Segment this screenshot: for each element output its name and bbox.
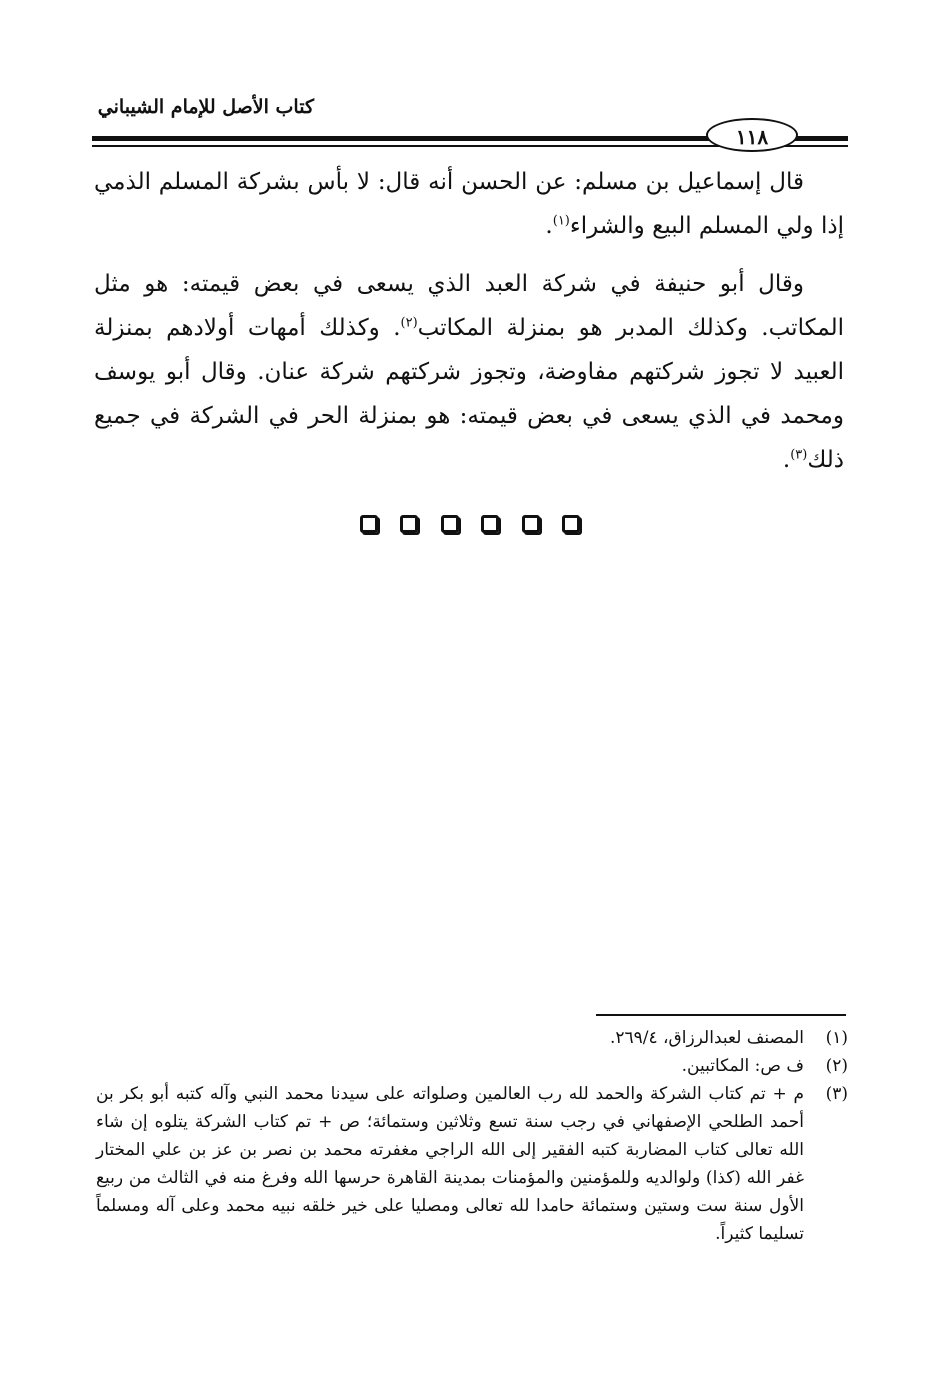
footnote-ref: (١) (552, 213, 570, 229)
separator-square (360, 515, 378, 533)
separator-square (522, 515, 540, 533)
paragraph-end: . (782, 447, 791, 473)
footnote-text: ف ص: المكاتبين. (681, 1056, 804, 1076)
separator-square (441, 515, 459, 533)
running-header-title: كتاب الأصل للإمام الشيباني (97, 96, 314, 118)
paragraph-end: . (545, 213, 553, 239)
paragraph-text: قال إسماعيل بن مسلم: عن الحسن أنه قال: لا بأس بشركة المسلم الذمي إذا ولي المسلم البيع والشراء (94, 169, 844, 239)
footnote (96, 1052, 848, 1080)
footnote-text: م + تم كتاب الشركة والحمد لله رب العالمين وصلواته على سيدنا محمد النبي وآله كتبه أبو بكر بن أحمد الطلحي الإصفهاني في رجب سنة تسع وثلاثين وستمائة؛ ص + تم كتاب الشركة يتلوه إن شاء الله تعالى كتاب المضاربة كتبه الفقير إلى الله الراجي مغفرته محمد بن نصر بن عز بن علي المختار غفر الله (كذا) ولوالديه وللمؤمنين والمؤمنات بمدينة القاهرة حرسها الله وفرغ منه في الثالث من ربيع الأول سنة ست وستين وستمائة حامدا لله تعالى ومصليا على خير خلقه نبيه محمد وعلى آله ومسلماً تسليما كثيراً. (96, 1084, 804, 1244)
footnote-text: المصنف لعبدالرزاق، ٢٦٩/٤. (609, 1028, 804, 1048)
footnote-ref: (٣) (790, 447, 808, 463)
footnote-number: (١) (825, 1028, 848, 1048)
paragraph-text: وقال أبو حنيفة في شركة العبد الذي يسعى في بعض قيمته: هو مثل المكاتب. وكذلك المدبر هو بمنزلة المكاتب (94, 271, 844, 341)
footnote-number: (٢) (825, 1056, 848, 1076)
footnote (96, 1080, 848, 1248)
paragraph (94, 262, 844, 482)
paragraph (94, 160, 844, 248)
separator-square (481, 515, 499, 533)
footnotes (96, 1024, 848, 1248)
section-separator (360, 515, 580, 533)
main-text (94, 160, 844, 496)
footnote (96, 1024, 848, 1052)
separator-square (400, 515, 418, 533)
footnote-rule (596, 1014, 846, 1016)
footnote-ref: (٢) (400, 315, 418, 331)
paragraph-text: . وكذلك أمهات أولادهم بمنزلة العبيد لا تجوز شركتهم مفاوضة، وتجوز شركتهم شركة عنان. وقال أبو يوسف ومحمد في الذي يسعى في بعض قيمته: هو بمنزلة الحر في الشركة في جميع ذلك (94, 315, 844, 473)
footnote-number: (٣) (825, 1084, 848, 1104)
separator-square (562, 515, 580, 533)
page-number: ١١٨ (706, 118, 798, 152)
